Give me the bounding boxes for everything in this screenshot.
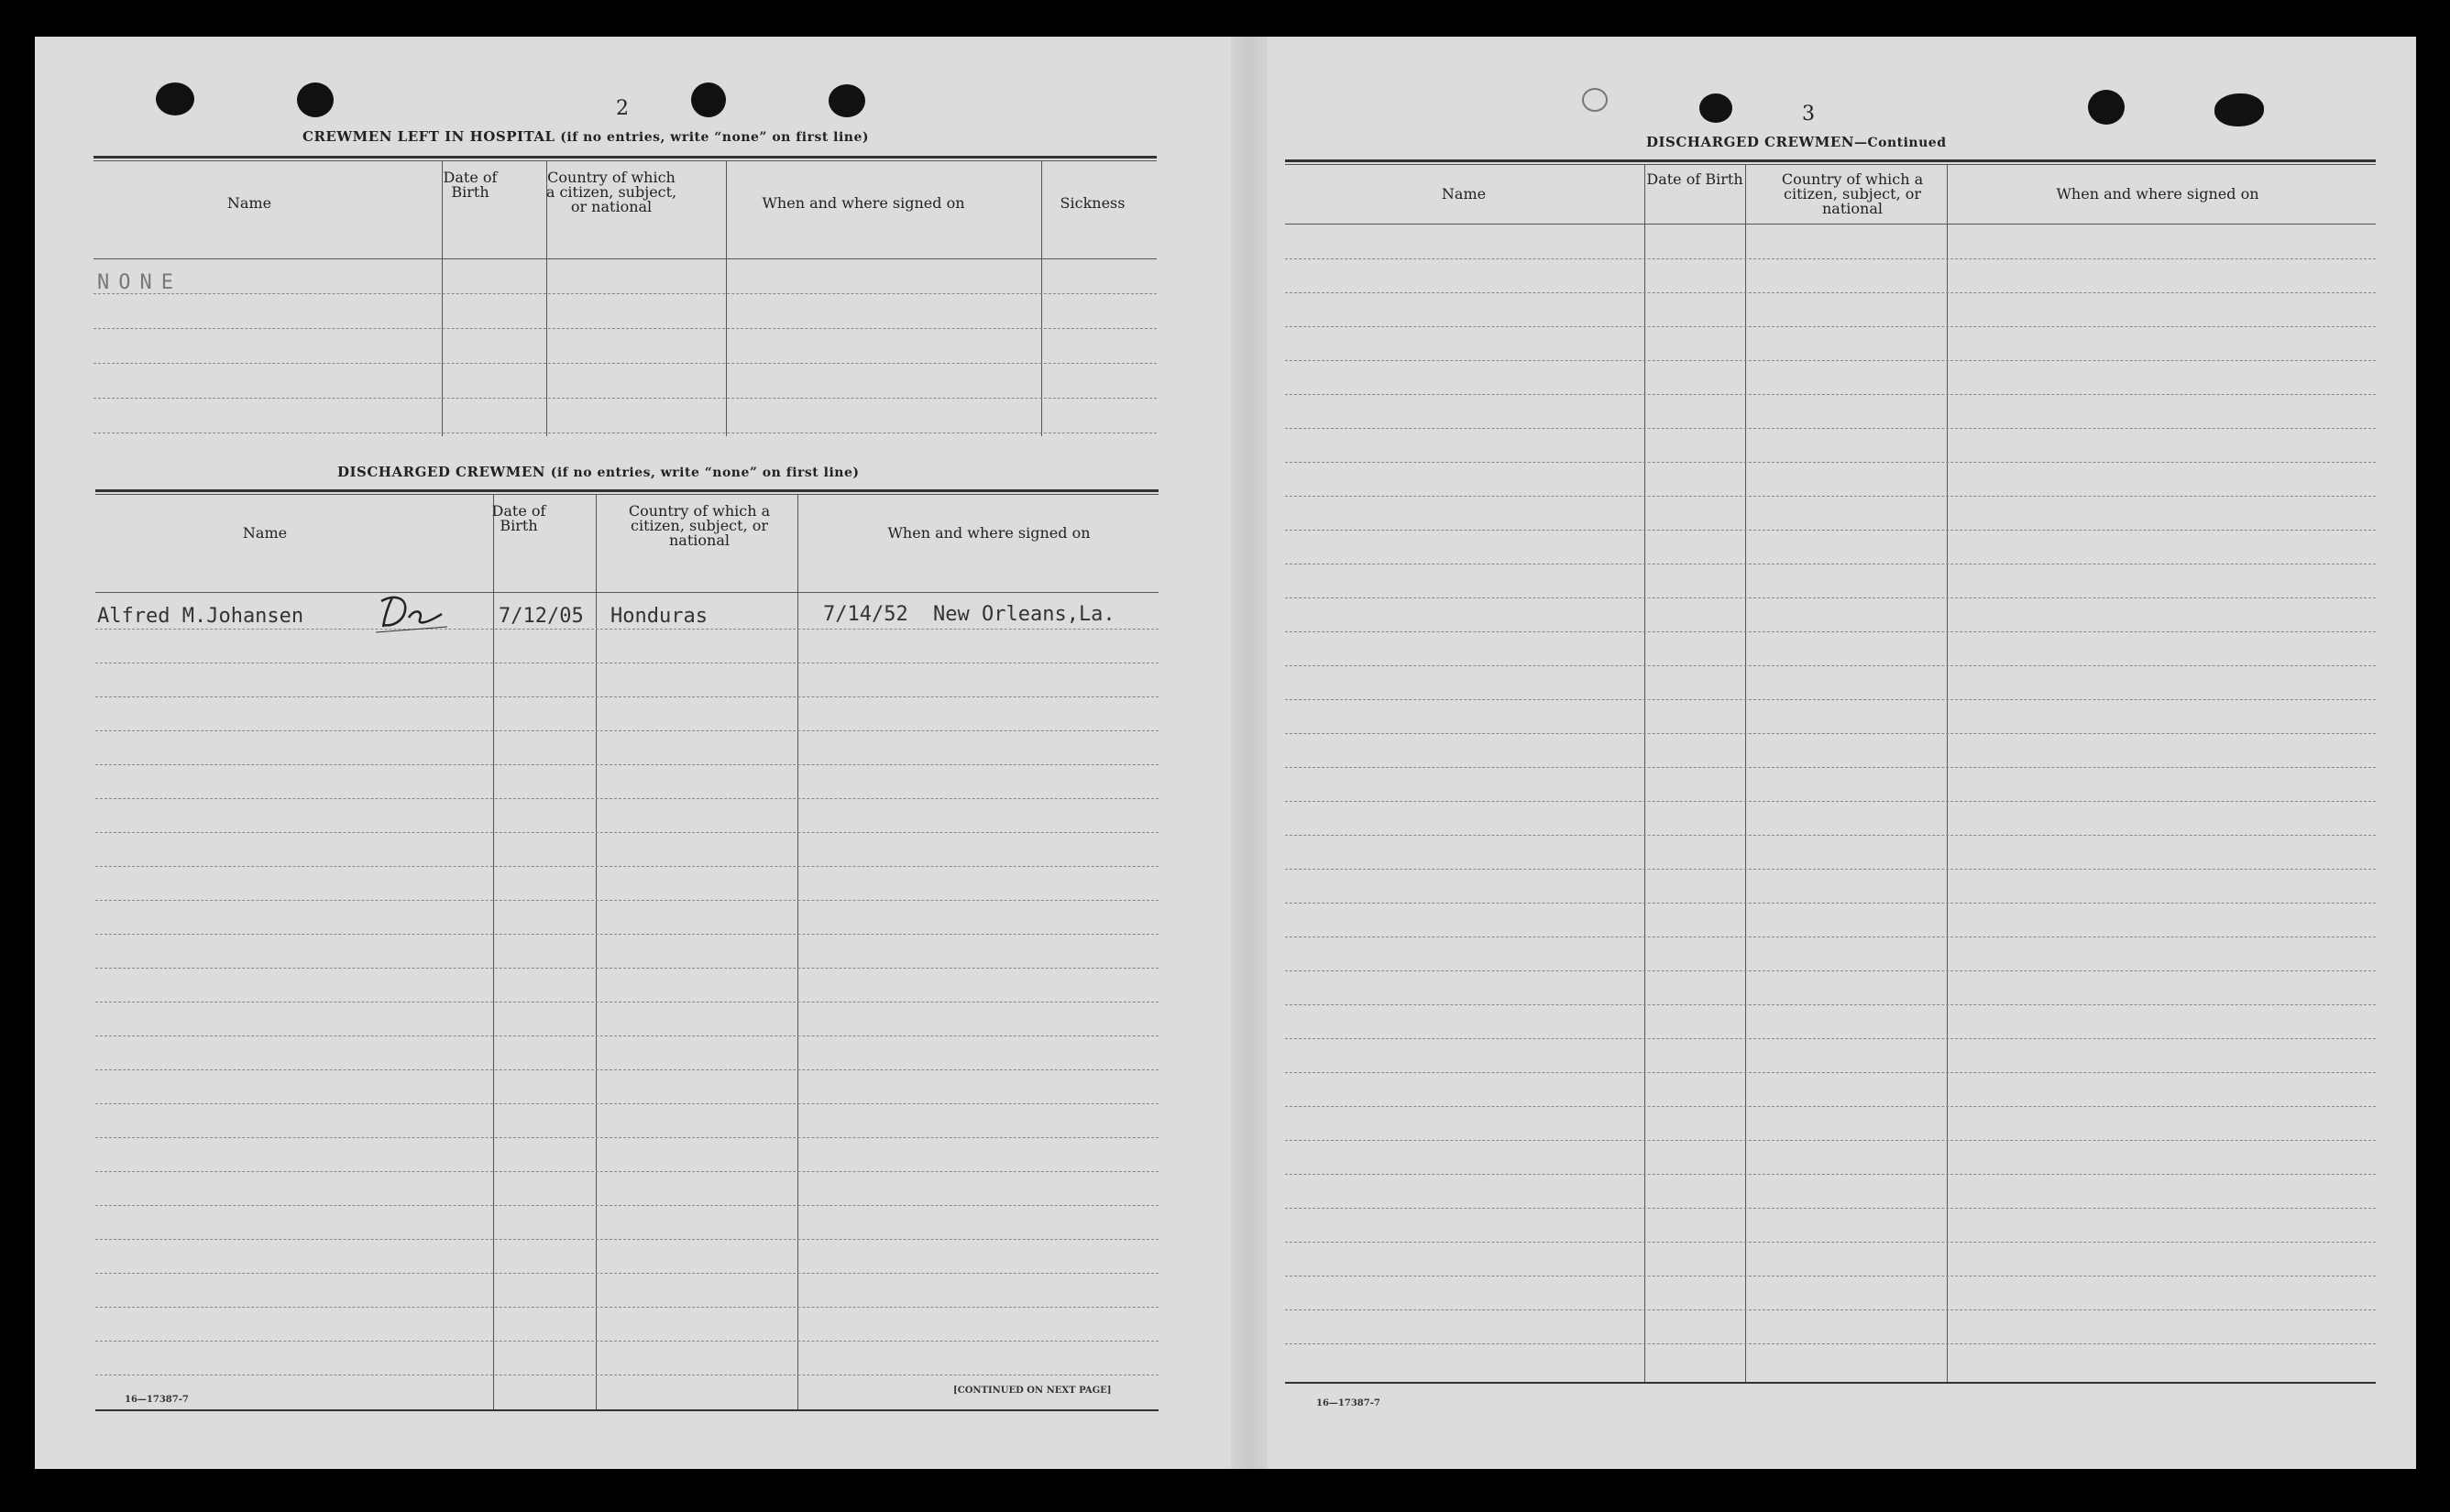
header-name: Name xyxy=(1441,185,1487,203)
discharged-continued-title-text: DISCHARGED CREWMEN xyxy=(1646,134,1854,150)
punch-hole xyxy=(691,82,726,117)
discharged-continued-table xyxy=(1285,159,2376,1387)
discharged-continued-suffix: —Continued xyxy=(1853,136,1947,150)
page-number: 2 xyxy=(616,97,629,120)
punch-hole xyxy=(297,82,334,117)
crewman-country: Honduras xyxy=(610,605,708,628)
punch-hole xyxy=(1582,88,1608,112)
discharged-title-note: (if no entries, write “none” on first line) xyxy=(550,466,860,480)
header-signed-on: When and where signed on xyxy=(2056,185,2259,203)
hospital-entry-none: NONE xyxy=(97,271,182,294)
discharged-table xyxy=(95,489,1159,1417)
header-sickness: Sickness xyxy=(1060,194,1126,212)
header-signed-on: When and where signed on xyxy=(762,194,965,212)
hospital-table xyxy=(93,156,1157,440)
page-number: 3 xyxy=(1802,103,1815,126)
crewman-dob: 7/12/05 xyxy=(499,605,584,628)
crewman-signed-date: 7/14/52 xyxy=(823,603,908,626)
page-fold xyxy=(1231,37,1268,1469)
punch-hole xyxy=(2088,90,2125,125)
header-country: Country of which a citizen, subject, or national xyxy=(545,169,677,215)
punch-hole xyxy=(156,82,194,115)
hospital-title-note: (if no entries, write “none” on first line) xyxy=(560,130,870,145)
header-name: Name xyxy=(226,194,272,212)
header-dob: Date of Birth xyxy=(491,502,546,534)
header-name: Name xyxy=(242,524,288,542)
header-country: Country of which a citizen, subject, or national xyxy=(628,502,771,549)
punch-hole xyxy=(829,84,865,117)
header-dob: Date of Birth xyxy=(443,169,498,201)
crewman-name: Alfred M.Johansen xyxy=(97,605,304,628)
discharged-title-text: DISCHARGED CREWMEN xyxy=(337,464,545,480)
discharged-section-title xyxy=(337,464,860,480)
form-number: 16—17387-7 xyxy=(1316,1398,1380,1408)
crewman-signed-place: New Orleans,La. xyxy=(933,603,1115,626)
discharged-continued-title xyxy=(1646,134,1946,150)
form-number: 16—17387-7 xyxy=(125,1395,189,1405)
document-sheet xyxy=(35,37,2416,1469)
hospital-title-text: CREWMEN LEFT IN HOSPITAL xyxy=(302,128,555,145)
header-country: Country of which a citizen, subject, or national xyxy=(1781,170,1924,217)
header-signed-on: When and where signed on xyxy=(887,524,1091,542)
punch-hole xyxy=(1699,93,1732,123)
handwritten-initials xyxy=(376,590,449,636)
punch-hole xyxy=(2214,93,2264,126)
continued-note: [CONTINUED ON NEXT PAGE] xyxy=(953,1386,1112,1396)
header-dob: Date of Birth xyxy=(1646,170,1743,188)
hospital-section-title xyxy=(302,128,869,145)
